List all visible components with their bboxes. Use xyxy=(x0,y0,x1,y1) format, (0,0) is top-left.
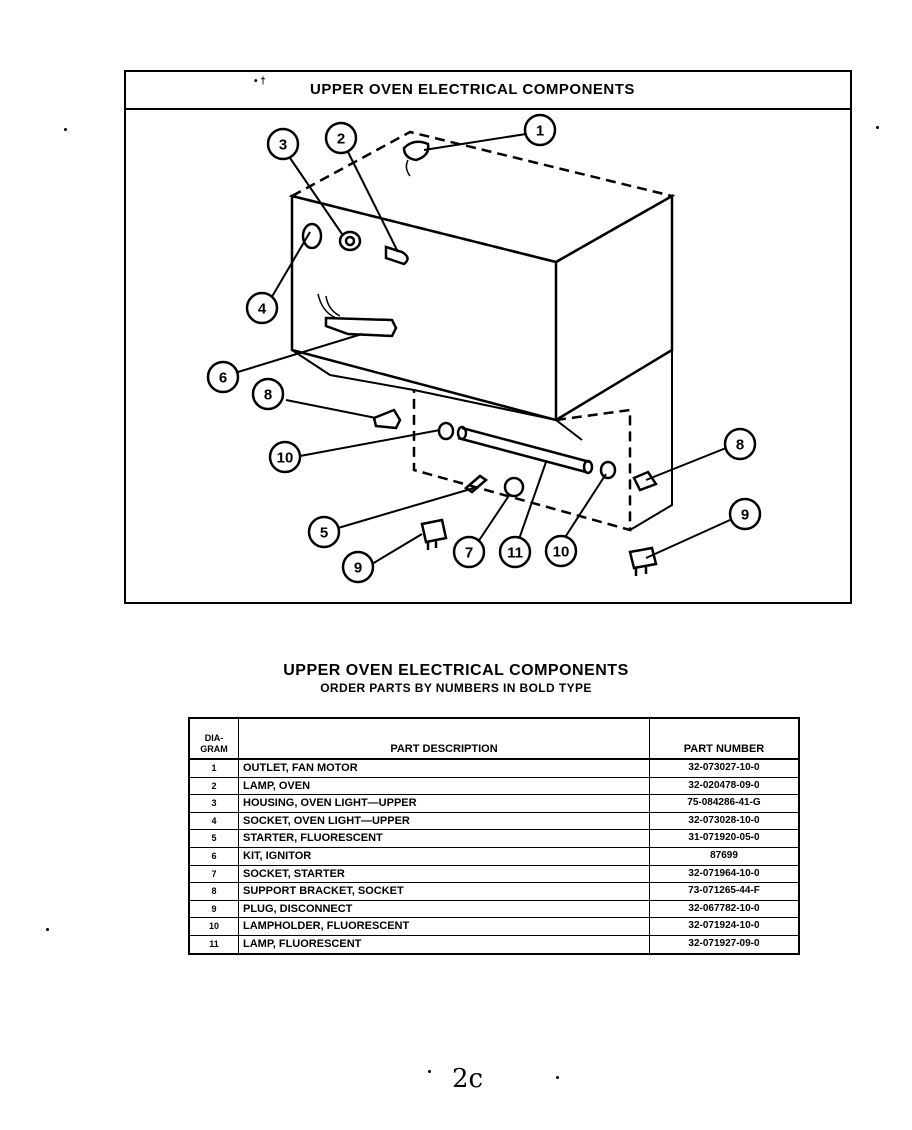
parts-subheading: ORDER PARTS BY NUMBERS IN BOLD TYPE xyxy=(320,681,592,695)
housing-right-face xyxy=(556,196,672,420)
scan-speck xyxy=(46,928,49,931)
table-row xyxy=(189,812,799,830)
callout-11: 11 xyxy=(507,544,523,562)
leader-lines xyxy=(238,134,730,564)
row-part-number: 31-071920-05-0 xyxy=(650,830,800,848)
table-row xyxy=(189,847,799,865)
row-diagram-number: 11 xyxy=(189,935,239,953)
row-part-number: 87699 xyxy=(650,847,800,865)
scan-speck xyxy=(428,1070,431,1073)
table-row xyxy=(189,777,799,795)
table-row xyxy=(189,759,799,777)
callout-2: 2 xyxy=(336,130,346,148)
callout-10-right: 10 xyxy=(552,543,570,561)
plug-right xyxy=(630,548,656,576)
fluorescent-tube xyxy=(458,427,592,473)
column-header-diagram-label: DIA- GRAM xyxy=(200,733,228,754)
row-diagram-number: 10 xyxy=(189,918,239,936)
callout-8-left: 8 xyxy=(263,386,273,404)
scan-speck xyxy=(876,126,879,129)
row-description: OUTLET, FAN MOTOR xyxy=(239,759,650,777)
lampholder-right xyxy=(601,462,615,478)
lampholder-left xyxy=(439,423,453,439)
row-diagram-number: 2 xyxy=(189,777,239,795)
callout-3: 3 xyxy=(278,136,288,154)
callout-6: 6 xyxy=(218,369,228,387)
row-diagram-number: 3 xyxy=(189,795,239,813)
table-row xyxy=(189,883,799,901)
row-diagram-number: 4 xyxy=(189,812,239,830)
oven-light-housing xyxy=(340,232,360,250)
row-description: LAMP, OVEN xyxy=(239,777,650,795)
scan-speck xyxy=(64,128,67,131)
row-part-number: 32-071924-10-0 xyxy=(650,918,800,936)
row-part-number: 73-071265-44-F xyxy=(650,883,800,901)
row-part-number: 32-073028-10-0 xyxy=(650,812,800,830)
housing-front-face xyxy=(292,196,556,420)
callout-10-left: 10 xyxy=(276,449,294,467)
row-diagram-number: 1 xyxy=(189,759,239,777)
row-diagram-number: 8 xyxy=(189,883,239,901)
row-diagram-number: 7 xyxy=(189,865,239,883)
parts-heading: UPPER OVEN ELECTRICAL COMPONENTS xyxy=(283,662,629,679)
row-part-number: 32-020478-09-0 xyxy=(650,777,800,795)
row-description: STARTER, FLUORESCENT xyxy=(239,830,650,848)
row-diagram-number: 6 xyxy=(189,847,239,865)
corner-marks: • † xyxy=(254,76,266,87)
plug-left xyxy=(422,520,446,550)
row-diagram-number: 9 xyxy=(189,900,239,918)
bracket-right xyxy=(634,472,656,490)
parts-table xyxy=(188,717,800,955)
column-header-diagram xyxy=(189,718,239,759)
row-description: SUPPORT BRACKET, SOCKET xyxy=(239,883,650,901)
row-description: KIT, IGNITOR xyxy=(239,847,650,865)
row-part-number: 32-073027-10-0 xyxy=(650,759,800,777)
row-description: PLUG, DISCONNECT xyxy=(239,900,650,918)
table-row xyxy=(189,935,799,953)
row-part-number: 32-067782-10-0 xyxy=(650,900,800,918)
callout-9-right: 9 xyxy=(740,506,750,524)
row-diagram-number: 5 xyxy=(189,830,239,848)
row-part-number: 32-071964-10-0 xyxy=(650,865,800,883)
table-row xyxy=(189,795,799,813)
table-row xyxy=(189,918,799,936)
row-description: LAMP, FLUORESCENT xyxy=(239,935,650,953)
bracket-left xyxy=(374,410,400,428)
starter-socket xyxy=(505,478,523,496)
table-header-row xyxy=(189,718,799,759)
table-row xyxy=(189,830,799,848)
table-row xyxy=(189,900,799,918)
oven-light-socket xyxy=(303,224,321,248)
scan-speck xyxy=(556,1076,559,1079)
row-part-number: 32-071927-09-0 xyxy=(650,935,800,953)
column-header-part-number: PART NUMBER xyxy=(650,718,800,759)
page-number: 2с xyxy=(452,1064,484,1094)
parts-table-body xyxy=(189,759,799,954)
callout-7: 7 xyxy=(464,544,474,562)
row-part-number: 75-084286-41-G xyxy=(650,795,800,813)
row-description: LAMPHOLDER, FLUORESCENT xyxy=(239,918,650,936)
callout-5: 5 xyxy=(319,524,329,542)
callout-9-left: 9 xyxy=(353,559,363,577)
row-description: SOCKET, STARTER xyxy=(239,865,650,883)
row-description: SOCKET, OVEN LIGHT—UPPER xyxy=(239,812,650,830)
column-header-description: PART DESCRIPTION xyxy=(239,718,650,759)
callout-8-right: 8 xyxy=(735,436,745,454)
diagram-title: UPPER OVEN ELECTRICAL COMPONENTS xyxy=(310,81,635,98)
row-description: HOUSING, OVEN LIGHT—UPPER xyxy=(239,795,650,813)
table-row xyxy=(189,865,799,883)
callout-1: 1 xyxy=(535,122,545,140)
callout-4: 4 xyxy=(257,300,267,318)
